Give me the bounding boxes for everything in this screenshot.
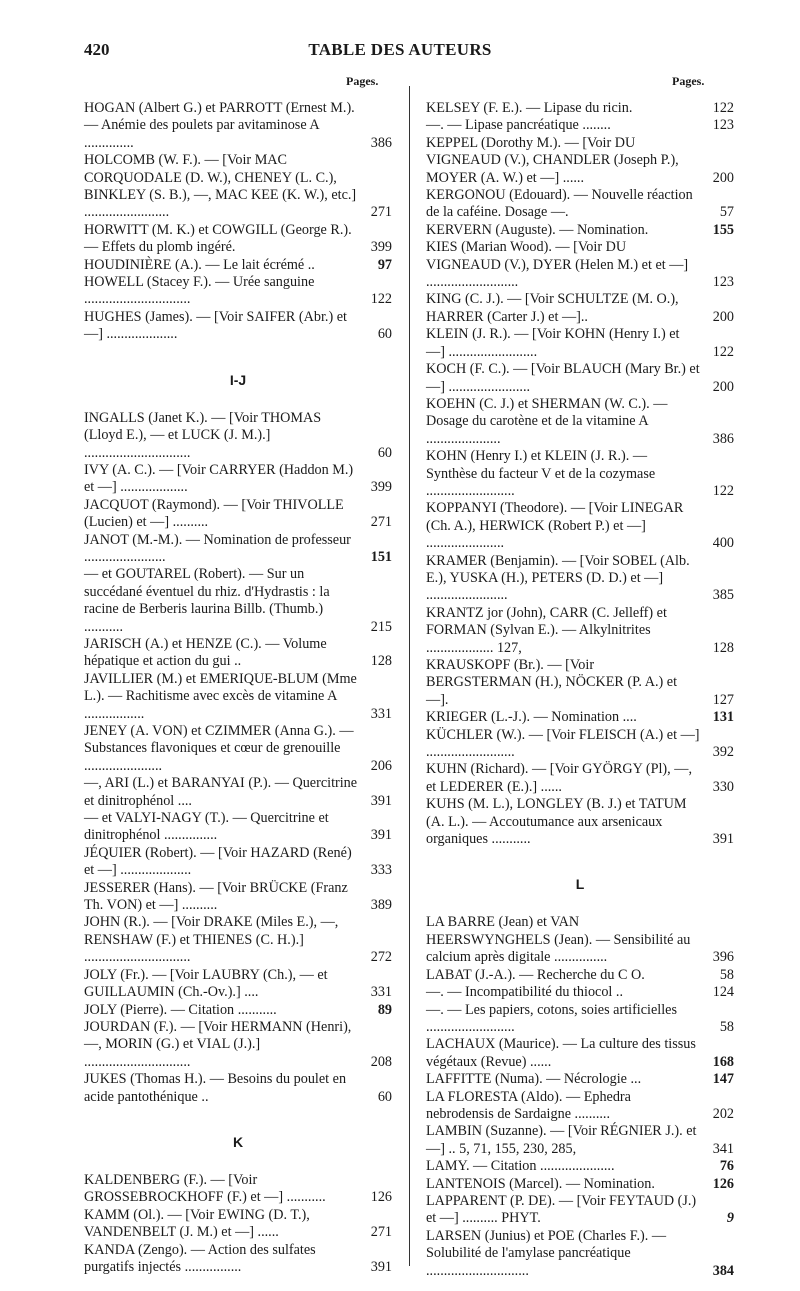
- entry-text: INGALLS (Janet K.). — [Voir THOMAS (Lloyd E.), — et LUCK (J. M.).] ..............................: [84, 409, 322, 461]
- entry-page-number: 331: [370, 984, 392, 1001]
- entry-text: KLEIN (J. R.). — [Voir KOHN (Henry I.) et —] .........................: [426, 326, 680, 360]
- entry-text: LACHAUX (Maurice). — La culture des tissus végétaux (Revue) ......: [426, 1036, 696, 1070]
- index-entry: [84, 222, 392, 257]
- index-entry: [84, 309, 392, 344]
- entry-text: JARISCH (A.) et HENZE (C.). — Volume hépatique et action du gui ..: [84, 635, 327, 670]
- page-number: 420: [84, 40, 110, 59]
- entry-page-number: 128: [370, 653, 392, 670]
- entry-text: JOLY (Fr.). — [Voir LAUBRY (Ch.), — et GUILLAUMIN (Ch.-Ov.).] ....: [84, 966, 328, 1001]
- entry-page-number: 391: [370, 792, 392, 809]
- entry-text: HUGHES (James). — [Voir SAIFER (Abr.) et —] ....................: [84, 308, 347, 343]
- index-entry: [426, 1002, 734, 1037]
- page-title: TABLE DES AUTEURS: [308, 40, 492, 59]
- entry-text: JOLY (Pierre). — Citation ...........: [84, 1001, 277, 1018]
- index-entry: [84, 914, 392, 966]
- entry-page-number: 386: [712, 430, 734, 447]
- index-entry: [426, 135, 734, 187]
- right-column: [426, 100, 734, 1280]
- entry-page-number: 391: [370, 1258, 392, 1275]
- entry-text: JANOT (M.-M.). — Nomination de professeur .......................: [84, 531, 351, 565]
- entry-page-number: 126: [712, 1175, 734, 1192]
- entry-page-number: 155: [712, 221, 734, 238]
- entry-text: KUHN (Richard). — [Voir GYÖRGY (Pl), —, et LEDERER (E.).] ......: [426, 761, 692, 795]
- entry-page-number: 126: [370, 1189, 392, 1206]
- index-entry: [426, 605, 734, 657]
- entry-page-number: 168: [712, 1053, 734, 1070]
- index-entry: [426, 1228, 734, 1280]
- entry-text: LANTENOIS (Marcel). — Nomination.: [426, 1175, 655, 1192]
- entry-text: JACQUOT (Raymond). — [Voir THIVOLLE (Lucien) et —] ..........: [84, 496, 344, 531]
- entry-page-number: 333: [370, 862, 392, 879]
- entry-page-number: 208: [370, 1053, 392, 1070]
- entry-text: JUKES (Thomas H.). — Besoins du poulet en acide pantothénique ..: [84, 1071, 347, 1105]
- index-entry: [84, 1019, 392, 1071]
- entry-text: LAFFITTE (Numa). — Nécrologie ...: [426, 1071, 642, 1088]
- entry-text: JÉQUIER (Robert). — [Voir HAZARD (René) et —] ....................: [84, 844, 352, 879]
- index-entry: [84, 810, 392, 845]
- entry-page-number: 122: [370, 291, 392, 308]
- entry-page-number: 60: [377, 326, 392, 343]
- section-heading: L: [575, 876, 585, 893]
- index-entry: [84, 636, 392, 671]
- entry-page-number: 123: [712, 117, 734, 134]
- entry-text: KRAUSKOPF (Br.). — [Voir BERGSTERMAN (H.), NÖCKER (P. A.) et —].: [426, 657, 678, 708]
- index-entry: [426, 984, 734, 1001]
- entry-text: IVY (A. C.). — [Voir CARRYER (Haddon M.) et —] ...................: [84, 461, 354, 496]
- index-entry: [426, 222, 734, 239]
- index-entry: [426, 1036, 734, 1071]
- entry-page-number: 399: [370, 239, 392, 256]
- index-entry: [426, 1089, 734, 1124]
- entry-page-number: 341: [712, 1140, 734, 1157]
- index-entry: [426, 117, 734, 134]
- index-entry: [426, 187, 734, 222]
- index-entry: [84, 880, 392, 915]
- section-heading: I-J: [229, 371, 247, 388]
- entry-page-number: 122: [712, 100, 734, 116]
- index-entry: [426, 291, 734, 326]
- entry-page-number: 385: [712, 587, 734, 604]
- entry-text: KRAMER (Benjamin). — [Voir SOBEL (Alb. E.), YUSKA (H.), PETERS (D. D.) et —] .......................: [426, 552, 690, 604]
- entry-page-number: 202: [712, 1105, 734, 1122]
- entry-text: KOCH (F. C.). — [Voir BLAUCH (Mary Br.) et —] .......................: [426, 361, 700, 395]
- index-entry: [426, 967, 734, 984]
- entry-text: JESSERER (Hans). — [Voir BRÜCKE (Franz Th. VON) et —] ..........: [84, 879, 348, 914]
- index-entry: [84, 566, 392, 636]
- entry-text: KRIEGER (L.-J.). — Nomination ....: [426, 709, 637, 726]
- entry-text: JAVILLIER (M.) et EMERIQUE-BLUM (Mme L.). — Rachitisme avec excès de vitamine A .................: [84, 670, 357, 722]
- index-entry: [426, 709, 734, 726]
- index-entry: [84, 671, 392, 723]
- entry-page-number: 147: [712, 1071, 734, 1088]
- index-entry: [84, 462, 392, 497]
- index-entry: [426, 914, 734, 966]
- entry-text: KUHS (M. L.), LONGLEY (B. J.) et TATUM (A. L.). — Accoutumance aux arsenicaux organiques ...........: [426, 796, 687, 848]
- entry-text: KALDENBERG (F.). — [Voir GROSSEBROCKHOFF (F.) et —] ...........: [84, 1171, 326, 1206]
- entry-page-number: 215: [370, 618, 392, 635]
- entry-text: LAPPARENT (P. DE). — [Voir FEYTAUD (J.) et —] .......... PHYT.: [426, 1192, 697, 1227]
- entry-text: KEPPEL (Dorothy M.). — [Voir DU VIGNEAUD (V.), CHANDLER (Joseph P.), MOYER (A. W.) et —] ......: [426, 134, 679, 186]
- entry-page-number: 271: [370, 204, 392, 221]
- entry-text: LAMY. — Citation .....................: [426, 1158, 615, 1175]
- entry-text: HOWELL (Stacey F.). — Urée sanguine ..............................: [84, 274, 315, 308]
- index-entry: [84, 100, 392, 152]
- entry-page-number: 384: [712, 1262, 734, 1279]
- index-entry: [426, 1193, 734, 1228]
- entry-text: LAMBIN (Suzanne). — [Voir RÉGNIER J.). et —] .. 5, 71, 155, 230, 285,: [426, 1123, 697, 1157]
- index-entry: [426, 796, 734, 848]
- index-entry: [426, 553, 734, 605]
- entry-text: —. — Les papiers, cotons, soies artificielles .........................: [426, 1001, 677, 1035]
- entry-text: KRANTZ jor (John), CARR (C. Jelleff) et FORMAN (Sylvan E.). — Alkylnitrites ................... 127,: [426, 604, 667, 656]
- entry-page-number: 392: [712, 744, 734, 761]
- entry-text: LA FLORESTA (Aldo). — Ephedra nebrodensis de Sardaigne ..........: [426, 1088, 631, 1122]
- entry-text: HOUDINIÈRE (A.). — Le lait écrémé ..: [84, 256, 315, 273]
- index-entry: [84, 274, 392, 309]
- index-entry: [426, 326, 734, 361]
- section-heading: K: [232, 1133, 244, 1150]
- entry-text: LARSEN (Junius) et POE (Charles F.). — Solubilité de l'amylase pancréatique .............................: [426, 1227, 667, 1279]
- entry-text: KÜCHLER (W.). — [Voir FLEISCH (A.) et —] .........................: [426, 726, 700, 761]
- index-entry: [84, 775, 392, 810]
- entry-text: JOHN (R.). — [Voir DRAKE (Miles E.), —, RENSHAW (F.) et THIENES (C. H.).] ..............................: [84, 914, 339, 966]
- index-entry: [84, 845, 392, 880]
- entry-page-number: 399: [370, 479, 392, 496]
- index-entry: [426, 500, 734, 552]
- index-entry: [84, 410, 392, 462]
- entry-text: KOEHN (C. J.) et SHERMAN (W. C.). — Dosage du carotène et de la vitamine A .....................: [426, 395, 668, 447]
- entry-page-number: 272: [370, 949, 392, 966]
- entry-text: JOURDAN (F.). — [Voir HERMANN (Henri), —, MORIN (G.) et VIAL (J.).] ..............................: [84, 1018, 352, 1070]
- index-entry: [426, 448, 734, 500]
- index-entry: [84, 967, 392, 1002]
- entry-text: KERGONOU (Edouard). — Nouvelle réaction de la caféine. Dosage —.: [426, 187, 693, 221]
- entry-text: HORWITT (M. K.) et COWGILL (George R.). — Effets du plomb ingéré.: [84, 221, 352, 256]
- entry-page-number: 400: [712, 535, 734, 552]
- index-entry: [426, 1176, 734, 1193]
- entry-page-number: 200: [712, 308, 734, 325]
- index-entry: [84, 1172, 392, 1207]
- entry-text: KAMM (Ol.). — [Voir EWING (D. T.), VANDENBELT (J. M.) et —] ......: [84, 1206, 310, 1241]
- entry-page-number: 206: [370, 757, 392, 774]
- entry-page-number: 271: [370, 514, 392, 531]
- entry-text: KIES (Marian Wood). — [Voir DU VIGNEAUD (V.), DYER (Helen M.) et et —] ..........................: [426, 239, 689, 291]
- entry-text: LABAT (J.-A.). — Recherche du C O.: [426, 966, 645, 983]
- entry-text: —, ARI (L.) et BARANYAI (P.). — Quercitrine et dinitrophénol ....: [84, 775, 358, 809]
- column-divider: [409, 86, 410, 1266]
- entry-text: KING (C. J.). — [Voir SCHULTZE (M. O.), HARRER (Carter J.) et —]..: [426, 291, 679, 325]
- entry-text: — et VALYI-NAGY (T.). — Quercitrine et dinitrophénol ...............: [84, 810, 329, 844]
- entry-page-number: 58: [719, 966, 734, 983]
- index-entry: [426, 239, 734, 291]
- entry-page-number: 386: [370, 134, 392, 151]
- pages-label-right: Pages.: [672, 74, 705, 88]
- entry-page-number: 151: [370, 548, 392, 565]
- entry-text: KELSEY (F. E.). — Lipase du ricin.: [426, 100, 633, 116]
- index-entry: [84, 497, 392, 532]
- index-entry: [84, 532, 392, 567]
- entry-text: — et GOUTAREL (Robert). — Sur un succédané éventuel du rhiz. d'Hydrastis : la racine de Berberis laurina Billb. (Thumb.) ...........: [84, 566, 330, 635]
- entry-text: HOGAN (Albert G.) et PARROTT (Ernest M.). — Anémie des poulets par avitaminose A ..............: [84, 100, 355, 151]
- entry-text: —. — Lipase pancréatique ........: [426, 117, 611, 134]
- entry-page-number: 58: [719, 1018, 734, 1035]
- page-header: [0, 40, 800, 70]
- entry-page-number: 271: [370, 1224, 392, 1241]
- index-entry: [84, 1071, 392, 1106]
- index-entry: [84, 1207, 392, 1242]
- entry-page-number: 60: [377, 1088, 392, 1105]
- index-entry: [84, 152, 392, 222]
- entry-page-number: 97: [377, 256, 392, 273]
- entry-page-number: 9: [726, 1210, 734, 1227]
- index-entry: [426, 1158, 734, 1175]
- entry-text: KERVERN (Auguste). — Nomination.: [426, 221, 649, 238]
- index-entry: [426, 361, 734, 396]
- entry-page-number: 131: [712, 709, 734, 726]
- index-entry: [84, 723, 392, 775]
- entry-page-number: 200: [712, 378, 734, 395]
- left-column: [84, 100, 392, 1276]
- index-entry: [426, 100, 734, 117]
- entry-text: —. — Incompatibilité du thiocol ..: [426, 984, 624, 1001]
- entry-text: JENEY (A. VON) et CZIMMER (Anna G.). — Substances flavoniques et cœur de grenouille ......................: [84, 723, 354, 774]
- index-entry: [426, 761, 734, 796]
- entry-page-number: 389: [370, 897, 392, 914]
- index-entry: [84, 1242, 392, 1277]
- entry-text: KOPPANYI (Theodore). — [Voir LINEGAR (Ch. A.), HERWICK (Robert P.) et —] ......................: [426, 500, 684, 552]
- index-entry: [426, 727, 734, 762]
- index-entry: [84, 1002, 392, 1019]
- entry-page-number: 60: [377, 444, 392, 461]
- entry-page-number: 200: [712, 169, 734, 186]
- entry-page-number: 396: [712, 949, 734, 966]
- entry-page-number: 330: [712, 778, 734, 795]
- entry-page-number: 331: [370, 705, 392, 722]
- entry-page-number: 57: [719, 204, 734, 221]
- index-entry: [84, 257, 392, 274]
- index-entry: [426, 1123, 734, 1158]
- entry-text: KOHN (Henry I.) et KLEIN (J. R.). — Synthèse du facteur V et de la cozymase .........................: [426, 448, 656, 499]
- entry-page-number: 391: [370, 827, 392, 844]
- entry-text: KANDA (Zengo). — Action des sulfates purgatifs injectés ................: [84, 1241, 316, 1275]
- entry-text: LA BARRE (Jean) et VAN HEERSWYNGHELS (Jean). — Sensibilité au calcium après digitale ...............: [426, 914, 691, 966]
- pages-label-left: Pages.: [346, 74, 379, 88]
- entry-text: HOLCOMB (W. F.). — [Voir MAC CORQUODALE (D. W.), CHENEY (L. C.), BINKLEY (S. B.), —, MAC KEE (K. W.), etc.] ........................: [84, 152, 357, 221]
- entry-page-number: 391: [712, 831, 734, 848]
- entry-page-number: 123: [712, 274, 734, 291]
- index-entry: [426, 1071, 734, 1088]
- index-entry: [426, 657, 734, 709]
- entry-page-number: 89: [377, 1001, 392, 1018]
- index-entry: [426, 396, 734, 448]
- entry-page-number: 127: [712, 691, 734, 708]
- entry-page-number: 76: [719, 1158, 734, 1175]
- entry-page-number: 122: [712, 482, 734, 499]
- entry-page-number: 122: [712, 343, 734, 360]
- entry-page-number: 128: [712, 639, 734, 656]
- entry-page-number: 124: [712, 984, 734, 1001]
